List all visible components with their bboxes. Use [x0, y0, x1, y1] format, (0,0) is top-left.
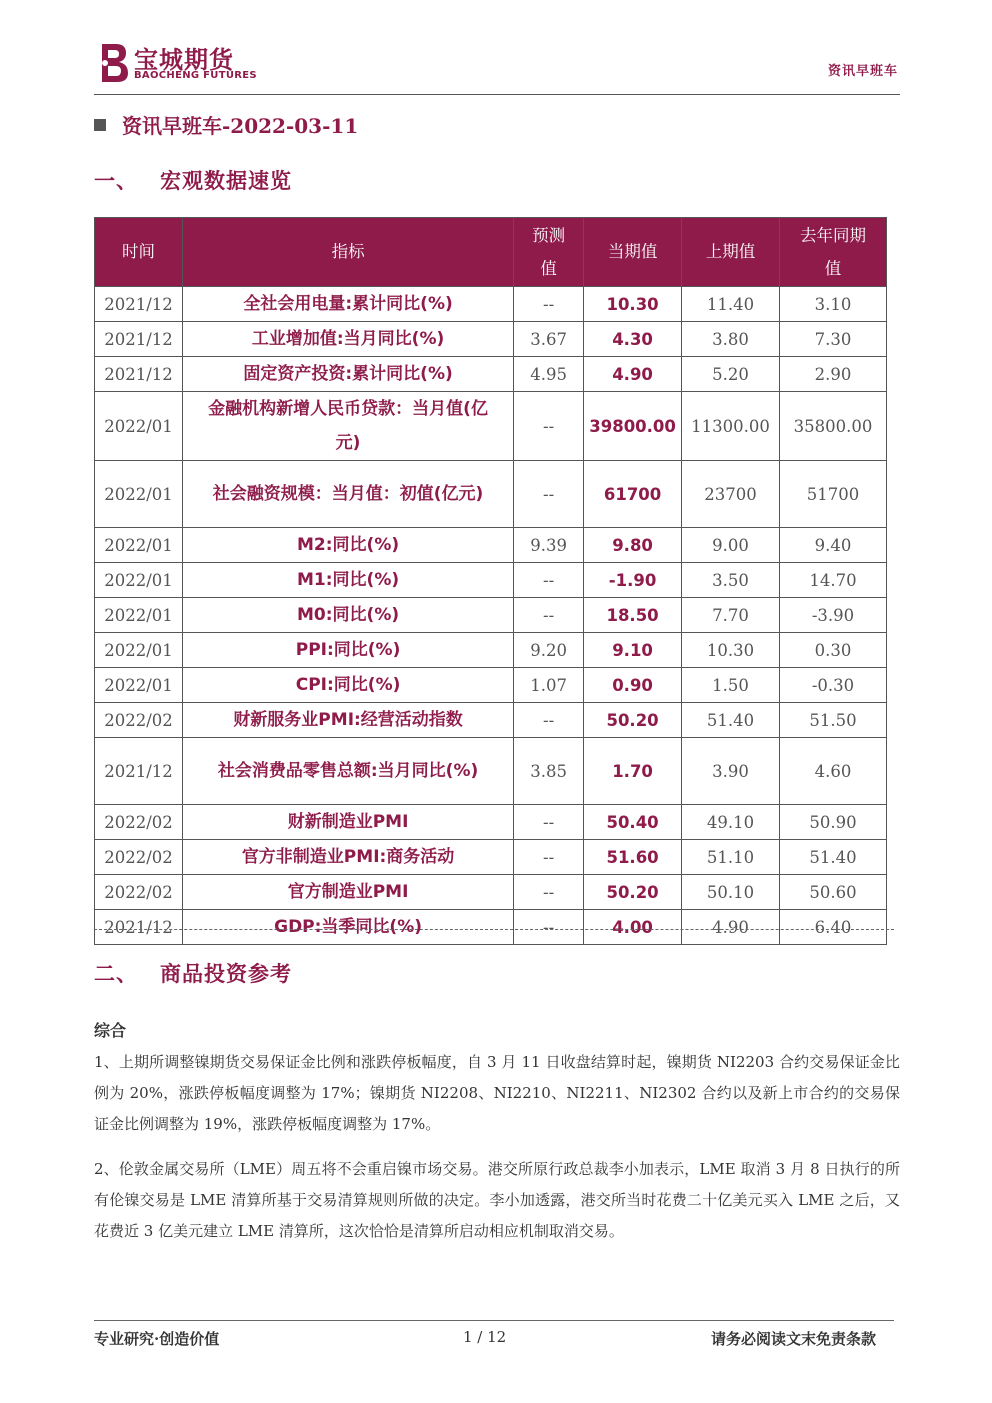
cell-forecast: -- [514, 563, 584, 598]
cell-current: 51.60 [584, 840, 682, 875]
cell-indicator: 全社会用电量:累计同比(%) [182, 287, 513, 322]
column-header-indicator: 指标 [182, 218, 513, 287]
cell-last-year: 3.10 [780, 287, 887, 322]
cell-last-year: 7.30 [780, 322, 887, 357]
cell-forecast: 9.20 [514, 633, 584, 668]
cell-indicator: M0:同比(%) [182, 598, 513, 633]
cell-time: 2022/01 [95, 392, 183, 461]
cell-forecast: -- [514, 875, 584, 910]
cell-forecast: -- [514, 840, 584, 875]
table-row [95, 322, 887, 357]
cell-current: 1.70 [584, 738, 682, 805]
cell-forecast: -- [514, 910, 584, 945]
table-row [95, 840, 887, 875]
cell-previous: 3.50 [682, 563, 780, 598]
table-row [95, 875, 887, 910]
cell-forecast: 9.39 [514, 528, 584, 563]
cell-forecast: -- [514, 461, 584, 528]
table-row [95, 633, 887, 668]
cell-last-year: 50.90 [780, 805, 887, 840]
table-row [95, 461, 887, 528]
cell-current: 61700 [584, 461, 682, 528]
cell-current: 18.50 [584, 598, 682, 633]
cell-current: 50.20 [584, 875, 682, 910]
cell-last-year: 51700 [780, 461, 887, 528]
table-row [95, 910, 887, 945]
cell-previous: 50.10 [682, 875, 780, 910]
cell-time: 2022/02 [95, 875, 183, 910]
section-heading-commodity [94, 958, 292, 988]
cell-indicator: GDP:当季同比(%) [182, 910, 513, 945]
cell-indicator: 金融机构新增人民币贷款：当月值(亿元) [182, 392, 513, 461]
cell-time: 2022/02 [95, 840, 183, 875]
cell-last-year: 51.40 [780, 840, 887, 875]
cell-previous: 5.20 [682, 357, 780, 392]
cell-time: 2021/12 [95, 322, 183, 357]
table-row [95, 357, 887, 392]
news-paragraph-1: 1、上期所调整镍期货交易保证金比例和涨跌停板幅度，自 3 月 11 日收盘结算时起，镍期货 NI2203 合约交易保证金比例为 20%，涨跌停板幅度调整为 17%；镍期货 NI2208、NI2210、NI2211、NI2302 合约以及新上市合约的交易保证金比例调整为 19%，涨跌停板幅度调整为 17%。 [94, 1053, 900, 1133]
cell-indicator: 官方制造业PMI [182, 875, 513, 910]
footer-disclaimer-note: 请务必阅读文末免责条款 [710, 1330, 876, 1348]
cell-indicator: 官方非制造业PMI:商务活动 [182, 840, 513, 875]
cell-forecast: -- [514, 392, 584, 461]
cell-forecast: 3.67 [514, 322, 584, 357]
cell-current: -1.90 [584, 563, 682, 598]
cell-previous: 51.40 [682, 703, 780, 738]
cell-previous: 4.90 [682, 910, 780, 945]
cell-time: 2021/12 [95, 738, 183, 805]
column-header-forecast [514, 218, 584, 287]
cell-previous: 51.10 [682, 840, 780, 875]
cell-last-year: 51.50 [780, 703, 887, 738]
cell-previous: 10.30 [682, 633, 780, 668]
section-title: 商品投资参考 [160, 961, 292, 986]
document-title [94, 110, 358, 139]
last-year-header-text: 去年同期值 [800, 226, 867, 278]
section-title: 宏观数据速览 [160, 168, 292, 193]
cell-previous: 49.10 [682, 805, 780, 840]
cell-forecast: 1.07 [514, 668, 584, 703]
cell-last-year: 2.90 [780, 357, 887, 392]
table-row [95, 598, 887, 633]
bullet-square-icon [94, 119, 106, 131]
cell-last-year: 50.60 [780, 875, 887, 910]
cell-last-year: 0.30 [780, 633, 887, 668]
document-title-text: 资讯早班车-2022-03-11 [122, 114, 359, 138]
cell-indicator: PPI:同比(%) [182, 633, 513, 668]
cell-current: 50.40 [584, 805, 682, 840]
cell-time: 2022/01 [95, 528, 183, 563]
footer-divider [94, 1320, 894, 1321]
cell-forecast: -- [514, 598, 584, 633]
cell-previous: 11300.00 [682, 392, 780, 461]
cell-indicator: M2:同比(%) [182, 528, 513, 563]
forecast-header-text: 预测值 [532, 226, 566, 278]
cell-current: 4.30 [584, 322, 682, 357]
table-row [95, 287, 887, 322]
cell-indicator: 社会融资规模：当月值：初值(亿元) [182, 461, 513, 528]
cell-time: 2022/02 [95, 703, 183, 738]
cell-forecast: -- [514, 703, 584, 738]
footer-slogan: 专业研究·创造价值 [94, 1330, 220, 1348]
cell-current: 9.80 [584, 528, 682, 563]
section-heading-macro [94, 165, 292, 195]
cell-current: 9.10 [584, 633, 682, 668]
cell-time: 2021/12 [95, 357, 183, 392]
table-row [95, 805, 887, 840]
page-number: 1 / 12 [463, 1328, 507, 1346]
cell-indicator: 财新服务业PMI:经营活动指数 [182, 703, 513, 738]
cell-current: 50.20 [584, 703, 682, 738]
cell-indicator: M1:同比(%) [182, 563, 513, 598]
table-row [95, 668, 887, 703]
column-header-previous: 上期值 [682, 218, 780, 287]
page-header [94, 38, 900, 95]
column-header-current: 当期值 [584, 218, 682, 287]
cell-indicator: CPI:同比(%) [182, 668, 513, 703]
cell-previous: 3.90 [682, 738, 780, 805]
cell-last-year: 9.40 [780, 528, 887, 563]
cell-indicator: 工业增加值:当月同比(%) [182, 322, 513, 357]
column-header-last-year [780, 218, 887, 287]
cell-previous: 3.80 [682, 322, 780, 357]
cell-current: 10.30 [584, 287, 682, 322]
cell-last-year: 14.70 [780, 563, 887, 598]
cell-last-year: 6.40 [780, 910, 887, 945]
cell-forecast: 4.95 [514, 357, 584, 392]
cell-previous: 7.70 [682, 598, 780, 633]
cell-time: 2021/12 [95, 910, 183, 945]
cell-last-year: -0.30 [780, 668, 887, 703]
logo-english-text: BAOCHENG FUTURES [134, 70, 257, 81]
table-header-row [95, 218, 887, 287]
cell-previous: 9.00 [682, 528, 780, 563]
section-divider [94, 929, 894, 930]
section-number: 一、 [94, 168, 138, 193]
cell-time: 2022/01 [95, 563, 183, 598]
cell-current: 4.90 [584, 357, 682, 392]
cell-time: 2022/01 [95, 633, 183, 668]
cell-indicator: 财新制造业PMI [182, 805, 513, 840]
macro-data-table [94, 217, 887, 945]
cell-previous: 1.50 [682, 668, 780, 703]
cell-last-year: -3.90 [780, 598, 887, 633]
cell-forecast: 3.85 [514, 738, 584, 805]
cell-current: 4.00 [584, 910, 682, 945]
company-logo [94, 38, 294, 88]
cell-last-year: 35800.00 [780, 392, 887, 461]
cell-previous: 23700 [682, 461, 780, 528]
cell-time: 2022/01 [95, 461, 183, 528]
cell-current: 0.90 [584, 668, 682, 703]
cell-time: 2022/01 [95, 668, 183, 703]
news-paragraph-2: 2、伦敦金属交易所（LME）周五将不会重启镍市场交易。港交所原行政总裁李小加表示，LME 取消 3 月 8 日执行的所有伦镍交易是 LME 清算所基于交易清算规则所做的决定。李小加透露，港交所当时花费二十亿美元买入 LME 之后，又花费近 3 亿美元建立 LME 清算所，这次恰恰是清算所启动相应机制取消交易。 [94, 1160, 900, 1240]
cell-indicator: 社会消费品零售总额:当月同比(%) [182, 738, 513, 805]
logo-mark-icon [96, 42, 130, 84]
sub-heading: 综合 [94, 1021, 127, 1040]
cell-time: 2022/02 [95, 805, 183, 840]
section-number: 二、 [94, 961, 138, 986]
table-row [95, 392, 887, 461]
table-row [95, 738, 887, 805]
column-header-time: 时间 [95, 218, 183, 287]
logo-chinese-text: 宝城期货 [134, 46, 234, 74]
table-row [95, 528, 887, 563]
table-row [95, 703, 887, 738]
table-row [95, 563, 887, 598]
header-report-name: 资讯早班车 [827, 64, 898, 79]
cell-time: 2021/12 [95, 287, 183, 322]
cell-time: 2022/01 [95, 598, 183, 633]
cell-last-year: 4.60 [780, 738, 887, 805]
cell-current: 39800.00 [584, 392, 682, 461]
cell-previous: 11.40 [682, 287, 780, 322]
cell-forecast: -- [514, 287, 584, 322]
cell-indicator: 固定资产投资:累计同比(%) [182, 357, 513, 392]
cell-forecast: -- [514, 805, 584, 840]
